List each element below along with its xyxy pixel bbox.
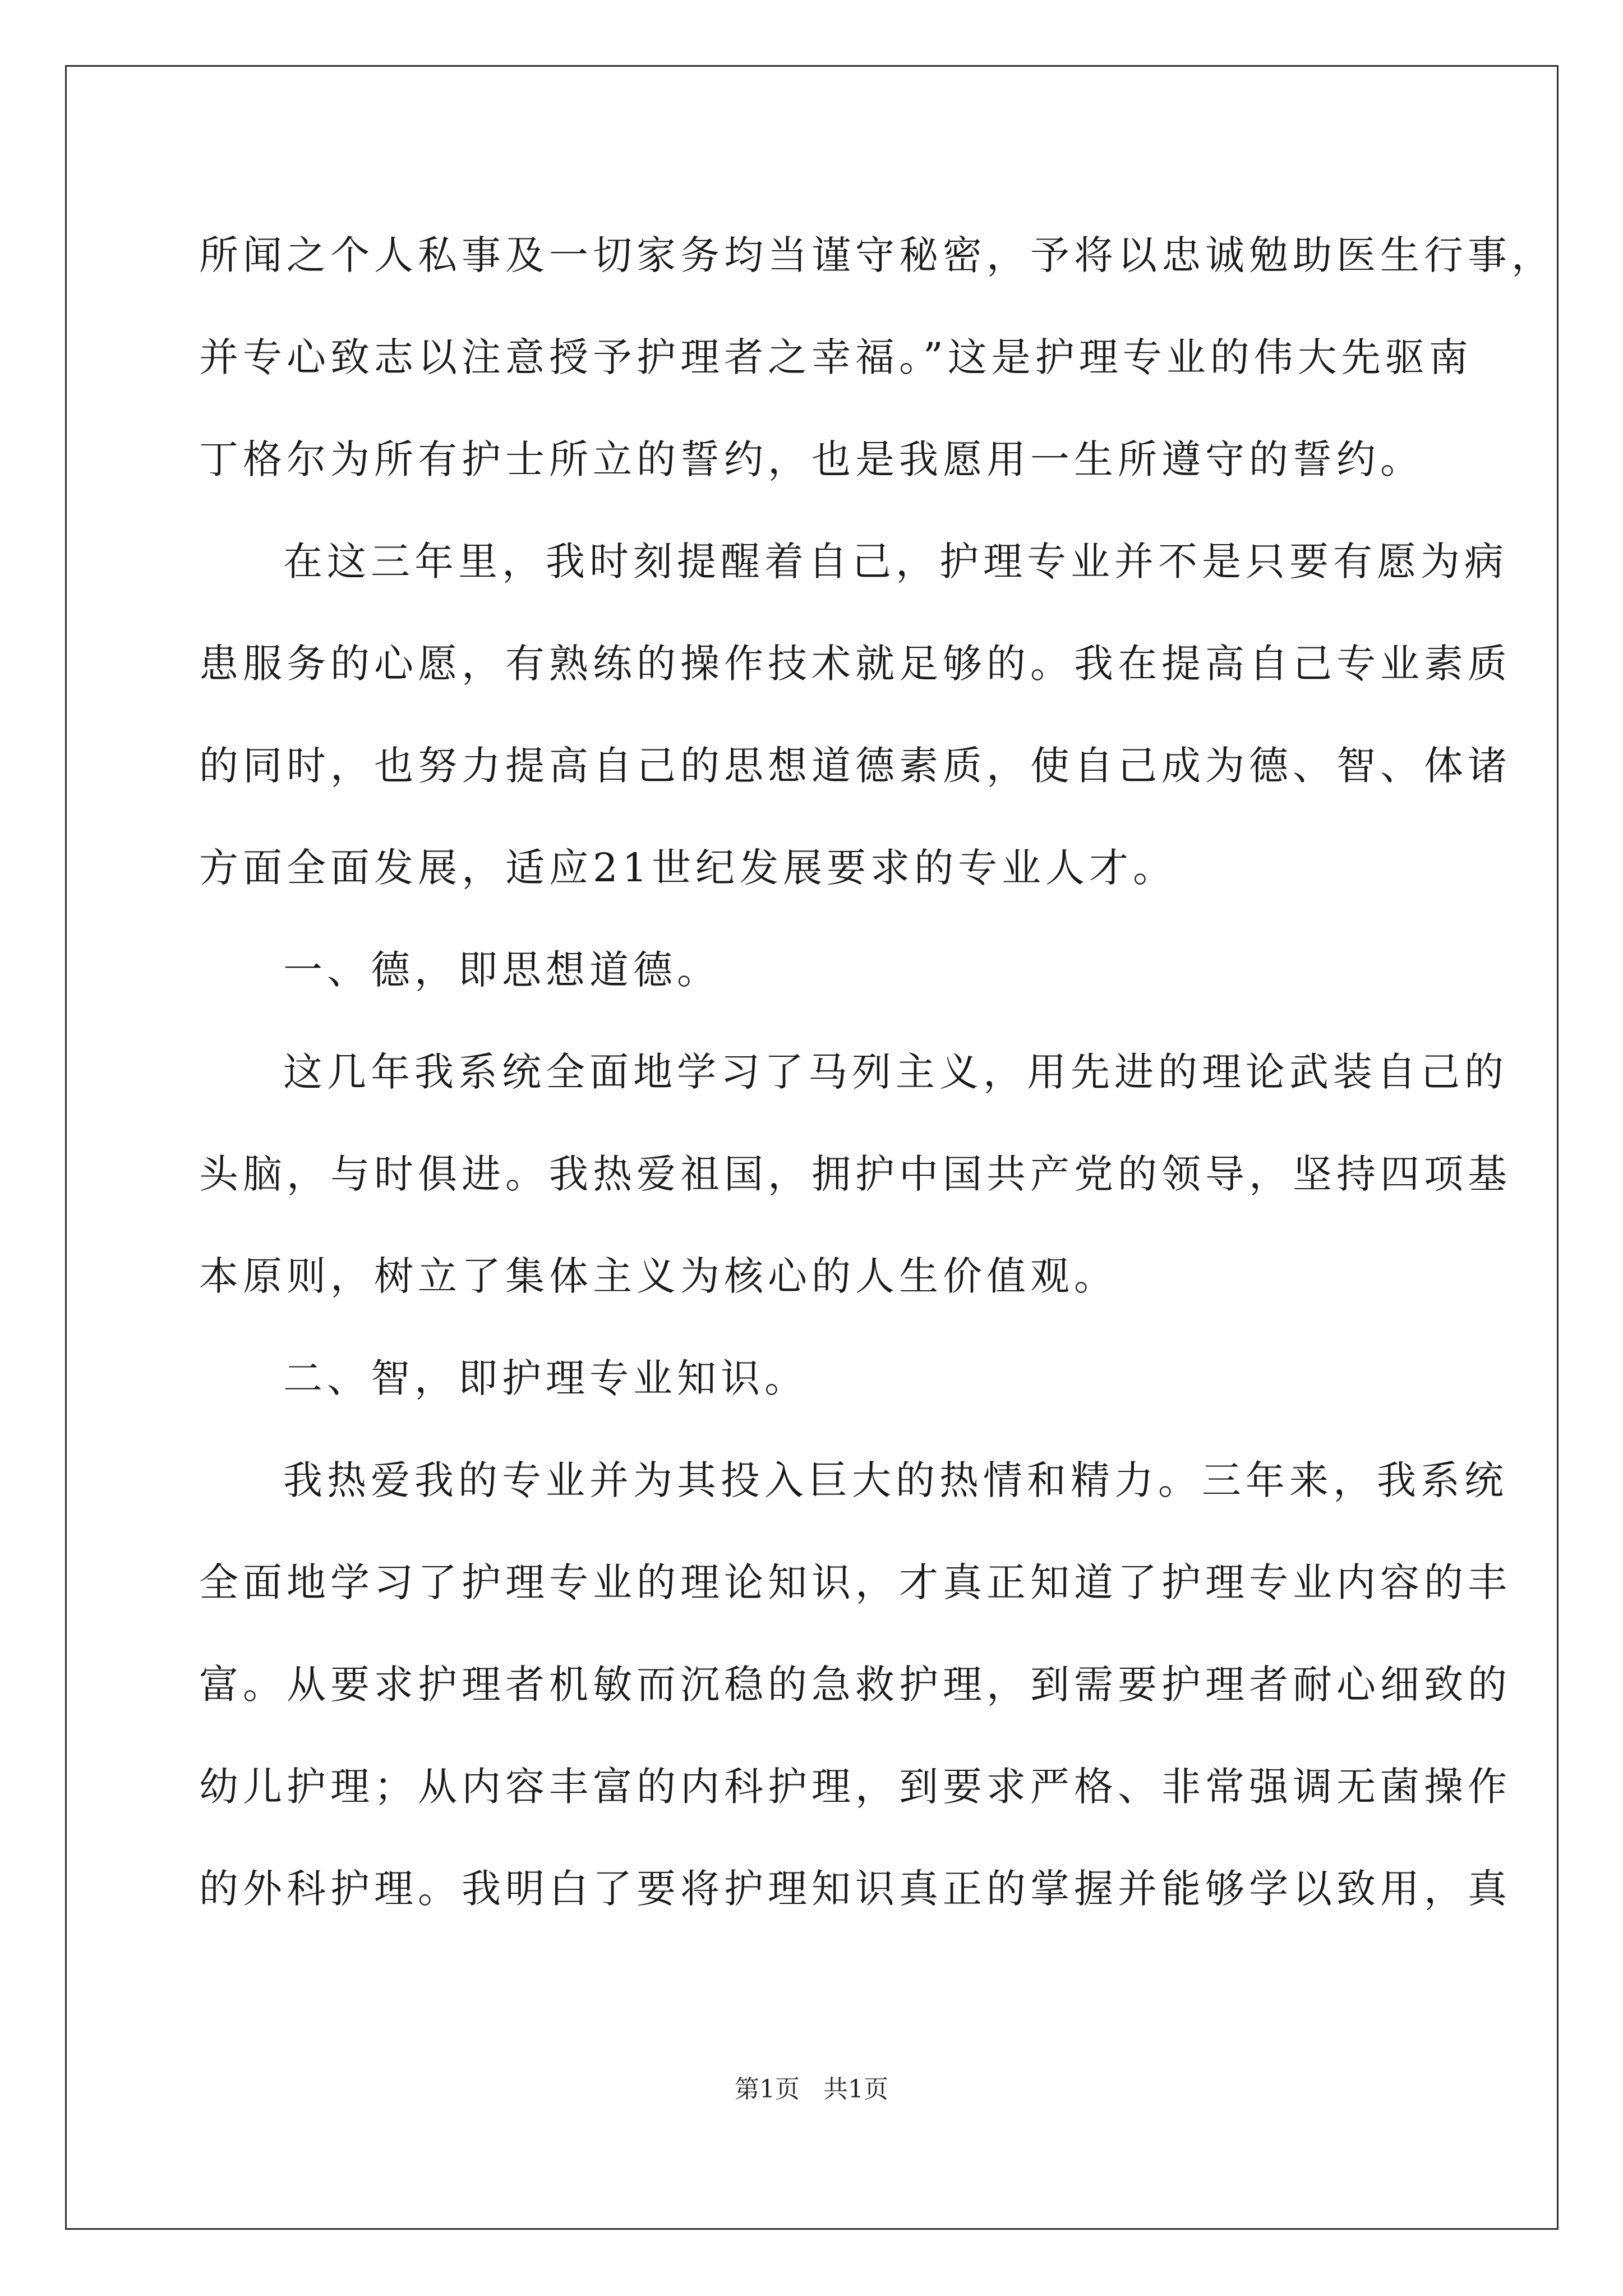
paragraph-start-line: 我热爱我的专业并为其投入巨大的热情和精力。三年来，我系统	[283, 1457, 1508, 1503]
page-number-total: 共1页	[823, 2075, 888, 2104]
page-footer	[0, 2073, 1623, 2106]
text-line: 丁格尔为所有护士所立的誓约，也是我愿用一生所遵守的誓约。	[199, 436, 1424, 482]
text-line: 幼儿护理；从内容丰富的内科护理，到要求严格、非常强调无菌操作	[199, 1764, 1511, 1810]
document-body	[199, 222, 1555, 1957]
paragraph-start-line: 在这三年里，我时刻提醒着自己，护理专业并不是只要有愿为病	[283, 539, 1508, 585]
page-number-current: 第1页	[735, 2075, 800, 2104]
text-line: 富。从要求护理者机敏而沉稳的急救护理，到需要护理者耐心细致的	[199, 1662, 1511, 1708]
text-line: 并专心致志以注意授予护理者之幸福。”这是护理专业的伟大先驱南	[199, 334, 1473, 380]
paragraph-start-line: 这几年我系统全面地学习了马列主义，用先进的理论武装自己的	[283, 1049, 1508, 1095]
text-line: 头脑，与时俱进。我热爱祖国，拥护中国共产党的领导，坚持四项基	[199, 1151, 1511, 1197]
text-line: 所闻之个人私事及一切家务均当谨守秘密，予将以忠诚勉助医生行事，	[199, 232, 1555, 278]
text-line: 方面全面发展，适应21世纪发展要求的专业人才。	[199, 845, 1177, 891]
section-heading: 一、德，即思想道德。	[283, 947, 721, 993]
text-line: 本原则，树立了集体主义为核心的人生价值观。	[199, 1253, 1118, 1299]
text-line: 全面地学习了护理专业的理论知识，才真正知道了护理专业内容的丰	[199, 1559, 1511, 1605]
text-line: 患服务的心愿，有熟练的操作技术就足够的。我在提高自己专业素质	[199, 641, 1511, 687]
section-heading: 二、智，即护理专业知识。	[283, 1355, 808, 1401]
text-line: 的同时，也努力提高自己的思想道德素质，使自己成为德、智、体诸	[199, 743, 1511, 789]
text-line: 的外科护理。我明白了要将护理知识真正的掌握并能够学以致用，真	[199, 1866, 1511, 1912]
